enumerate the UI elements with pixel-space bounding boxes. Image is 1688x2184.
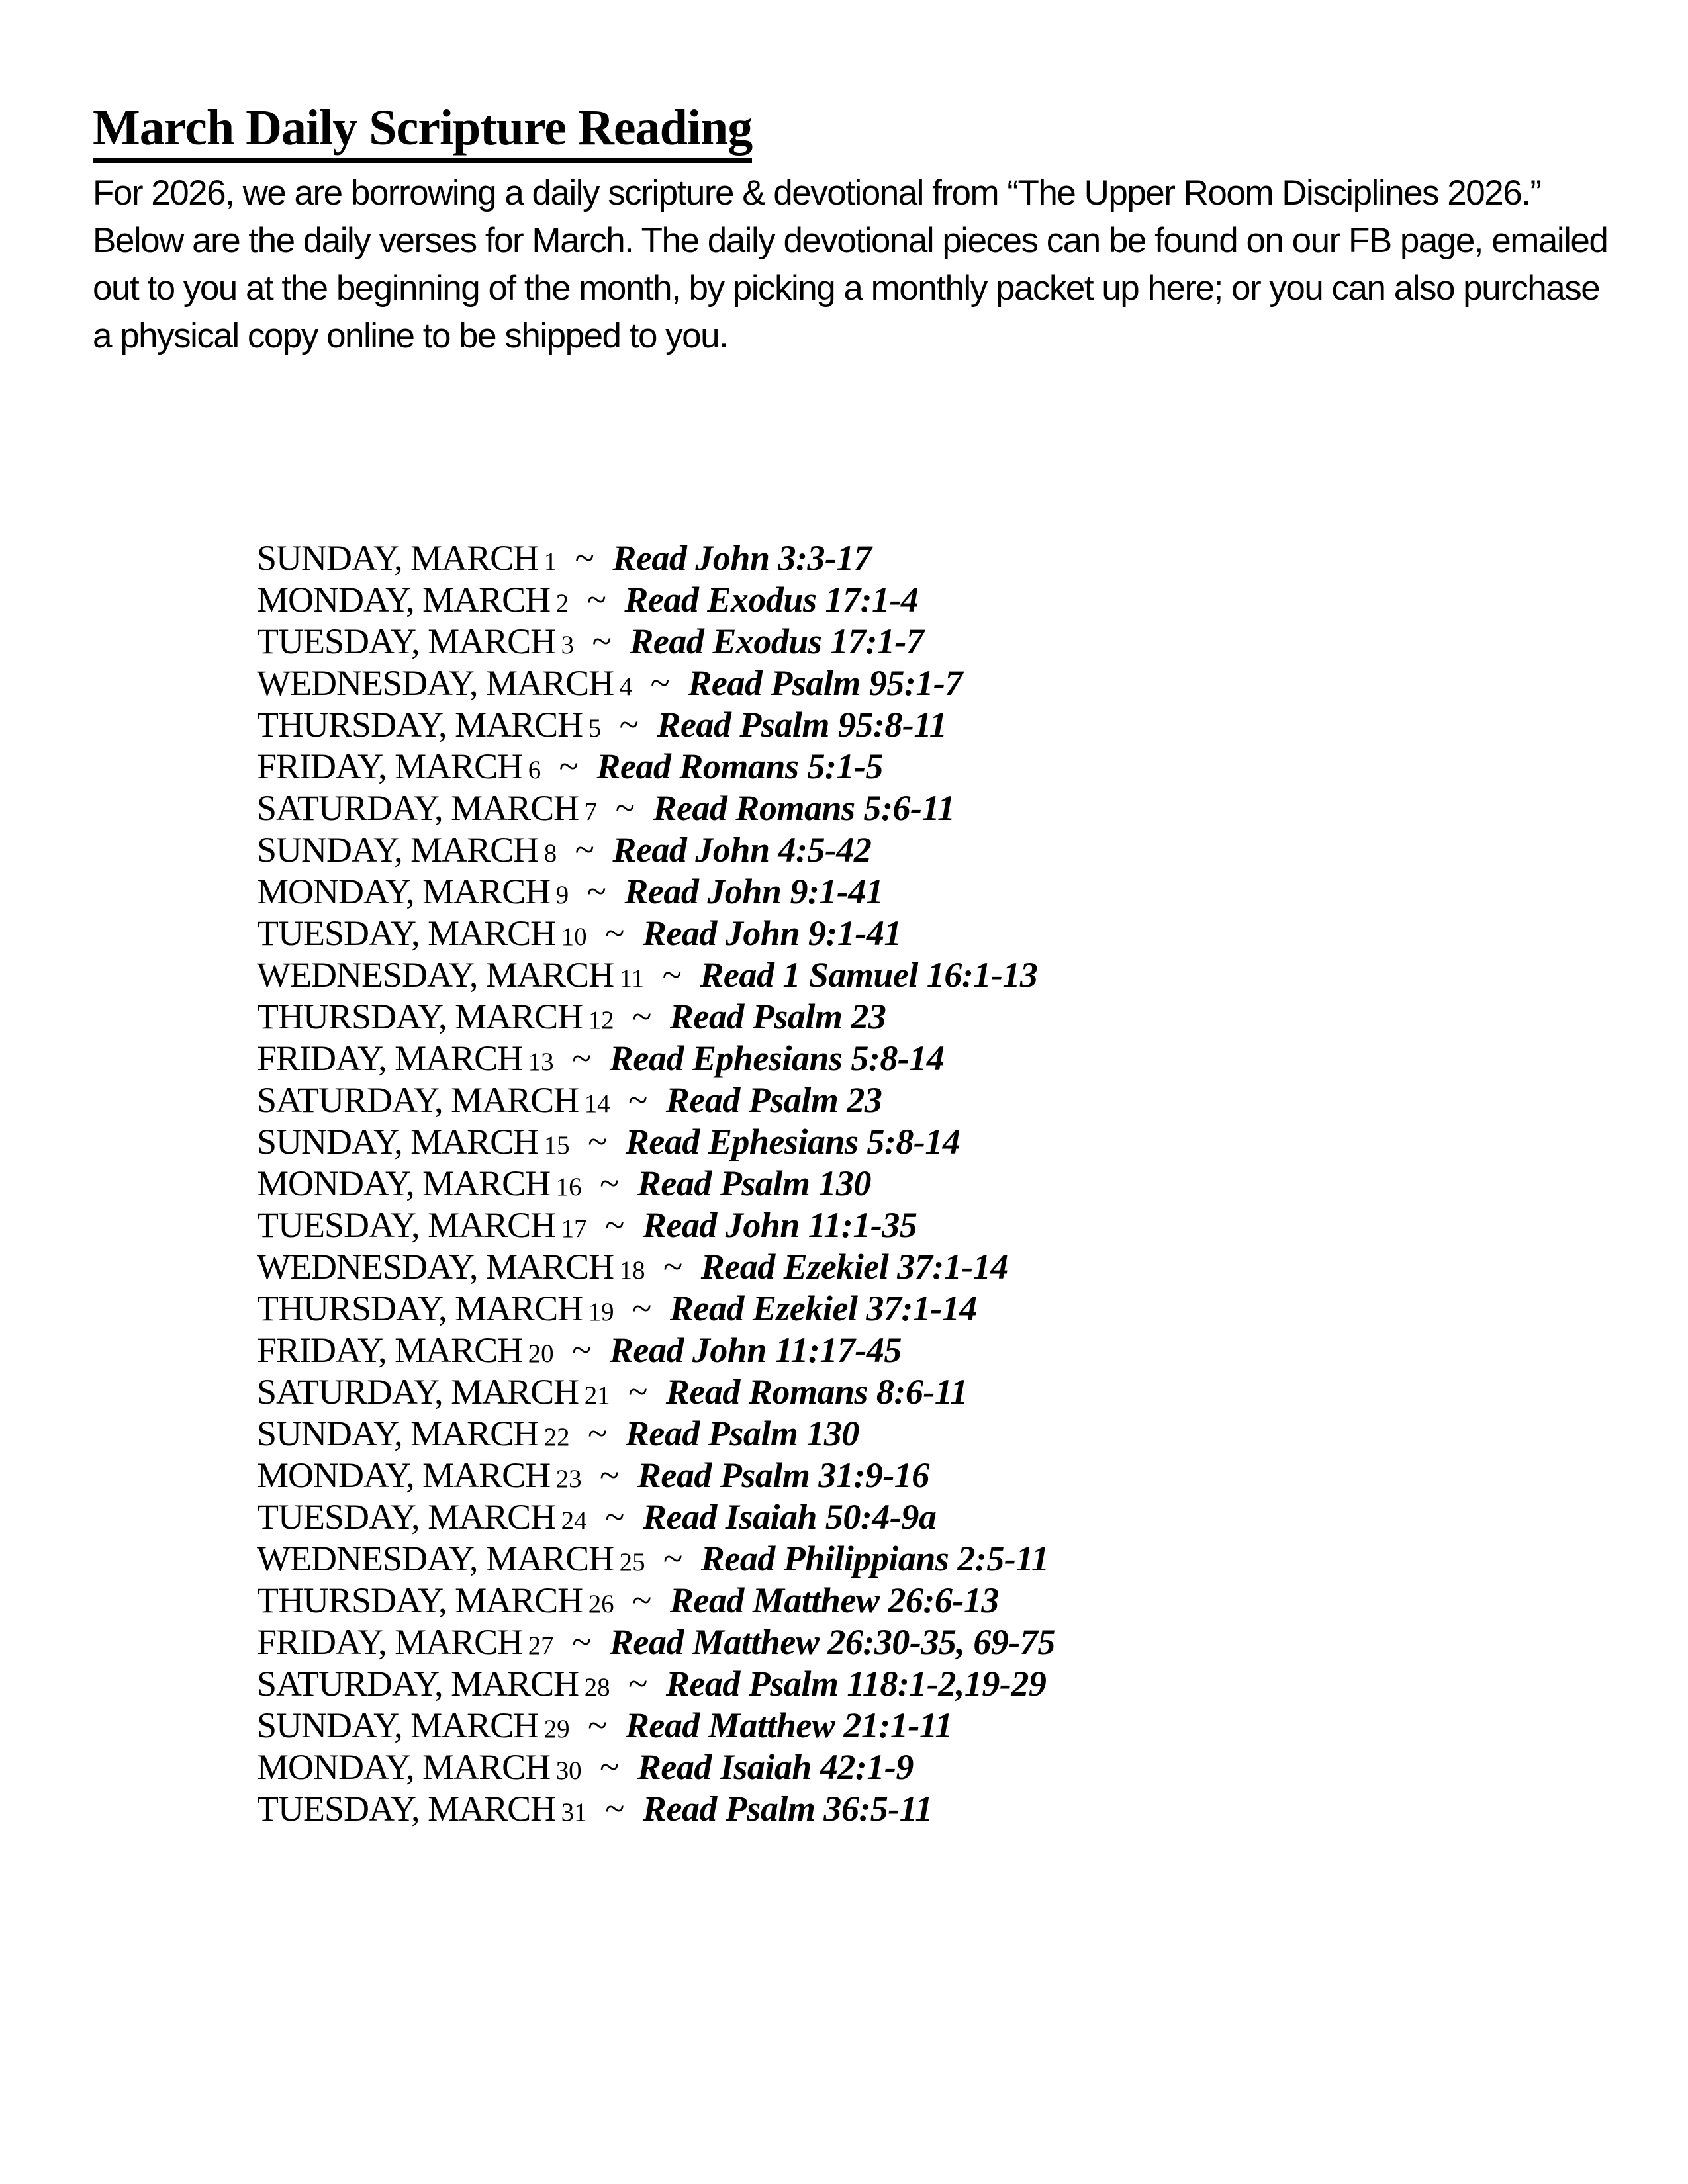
reading-day — [257, 1038, 554, 1078]
reading-day-number: 21 — [584, 1381, 610, 1410]
reading-list-item — [257, 954, 1055, 996]
reading-reference: Read Psalm 118:1-2,19-29 — [665, 1664, 1047, 1704]
reading-day — [257, 1747, 582, 1787]
reading-day-label: SUNDAY, MARCH — [257, 538, 539, 578]
reading-list-item — [257, 1038, 1055, 1079]
reading-day — [257, 997, 614, 1036]
reading-day — [257, 788, 597, 828]
reading-day-label: THURSDAY, MARCH — [257, 705, 583, 745]
tilde-separator: ~ — [628, 1372, 648, 1412]
reading-day-label: MONDAY, MARCH — [257, 1455, 551, 1495]
tilde-separator: ~ — [588, 1414, 608, 1453]
reading-day — [257, 1706, 570, 1745]
reading-day-number: 31 — [561, 1798, 587, 1827]
tilde-separator: ~ — [605, 1497, 625, 1537]
reading-reference: Read John 4:5-42 — [612, 830, 872, 870]
reading-day-label: TUESDAY, MARCH — [257, 913, 556, 953]
tilde-separator: ~ — [650, 663, 670, 703]
reading-day-number: 27 — [528, 1631, 554, 1660]
reading-list — [257, 537, 1055, 1830]
reading-day-number: 22 — [543, 1423, 570, 1451]
reading-day-number: 6 — [528, 756, 541, 784]
reading-day-number: 29 — [543, 1715, 570, 1743]
reading-day-number: 30 — [555, 1756, 582, 1785]
reading-list-item — [257, 1580, 1055, 1621]
tilde-separator: ~ — [586, 872, 606, 911]
reading-reference: Read John 9:1-41 — [642, 913, 902, 953]
reading-day-label: THURSDAY, MARCH — [257, 997, 583, 1036]
reading-day — [257, 1414, 570, 1453]
reading-reference: Read Ezekiel 37:1-14 — [700, 1247, 1008, 1287]
reading-day-label: SATURDAY, MARCH — [257, 1372, 579, 1412]
reading-reference: Read Exodus 17:1-7 — [630, 621, 924, 661]
reading-day-label: WEDNESDAY, MARCH — [257, 955, 614, 995]
reading-list-item — [257, 1788, 1055, 1830]
reading-list-item — [257, 1121, 1055, 1163]
tilde-separator: ~ — [615, 788, 635, 828]
tilde-separator: ~ — [663, 1247, 683, 1287]
tilde-separator: ~ — [600, 1747, 620, 1787]
reading-day — [257, 1664, 610, 1704]
reading-reference: Read Romans 8:6-11 — [665, 1372, 968, 1412]
reading-list-item — [257, 662, 1055, 704]
reading-day-number: 24 — [561, 1506, 587, 1535]
reading-day — [257, 1163, 582, 1203]
reading-day — [257, 1497, 587, 1537]
tilde-separator: ~ — [575, 538, 594, 578]
reading-day — [257, 580, 569, 619]
tilde-separator: ~ — [600, 1455, 620, 1495]
reading-day — [257, 955, 644, 995]
tilde-separator: ~ — [572, 1622, 592, 1662]
reading-day — [257, 913, 587, 953]
reading-day-number: 12 — [588, 1006, 614, 1034]
reading-day-label: SUNDAY, MARCH — [257, 1706, 539, 1745]
reading-reference: Read John 3:3-17 — [612, 538, 872, 578]
reading-reference: Read John 9:1-41 — [624, 872, 884, 911]
reading-reference: Read Ephesians 5:8-14 — [609, 1038, 945, 1078]
reading-day — [257, 538, 557, 578]
reading-day-number: 18 — [619, 1256, 645, 1285]
reading-reference: Read 1 Samuel 16:1-13 — [700, 955, 1038, 995]
reading-list-item — [257, 1538, 1055, 1580]
reading-day — [257, 1247, 645, 1287]
reading-day — [257, 1539, 645, 1578]
tilde-separator: ~ — [632, 997, 652, 1036]
reading-day-number: 13 — [528, 1048, 554, 1076]
reading-reference: Read Psalm 130 — [637, 1163, 871, 1203]
reading-day-label: FRIDAY, MARCH — [257, 1038, 523, 1078]
tilde-separator: ~ — [628, 1080, 648, 1120]
reading-day-label: TUESDAY, MARCH — [257, 621, 556, 661]
reading-day-label: SATURDAY, MARCH — [257, 1080, 579, 1120]
reading-list-item — [257, 746, 1055, 788]
reading-reference: Read Romans 5:1-5 — [596, 747, 883, 786]
reading-day-number: 3 — [561, 631, 575, 659]
tilde-separator: ~ — [588, 1706, 608, 1745]
reading-day — [257, 621, 574, 661]
reading-day — [257, 830, 557, 870]
tilde-separator: ~ — [559, 747, 579, 786]
reading-reference: Read Matthew 21:1-11 — [625, 1706, 953, 1745]
reading-reference: Read Isaiah 42:1-9 — [637, 1747, 914, 1787]
reading-reference: Read Psalm 95:8-11 — [657, 705, 947, 745]
reading-list-item — [257, 1288, 1055, 1330]
reading-day-label: FRIDAY, MARCH — [257, 747, 523, 786]
reading-day — [257, 1330, 554, 1370]
reading-reference: Read Ezekiel 37:1-14 — [669, 1289, 977, 1328]
tilde-separator: ~ — [632, 1289, 652, 1328]
reading-list-item — [257, 871, 1055, 913]
reading-day — [257, 1205, 587, 1245]
intro-paragraph: For 2026, we are borrowing a daily scripture & devotional from “The Upper Room Disciplines 2026.” Below are the daily verses for March. The daily devotional pieces can be found on our FB page, emailed out to you at the beginning of the month, by picking a monthly packet up here; or you can also purchase a physical copy online to be shipped to you. — [93, 173, 1608, 355]
tilde-separator: ~ — [619, 705, 639, 745]
reading-day-number: 16 — [555, 1173, 582, 1201]
reading-reference: Read Philippians 2:5-11 — [700, 1539, 1049, 1578]
reading-day — [257, 1622, 554, 1662]
reading-day-label: SATURDAY, MARCH — [257, 1664, 579, 1704]
reading-reference: Read Psalm 95:1-7 — [688, 663, 962, 703]
reading-reference: Read Matthew 26:30-35, 69-75 — [609, 1622, 1055, 1662]
reading-day-label: MONDAY, MARCH — [257, 1747, 551, 1787]
reading-day — [257, 872, 569, 911]
reading-list-item — [257, 1163, 1055, 1205]
reading-list-item — [257, 1413, 1055, 1455]
reading-day-label: MONDAY, MARCH — [257, 872, 551, 911]
reading-day — [257, 1122, 570, 1161]
reading-day — [257, 1789, 587, 1829]
reading-list-item — [257, 1747, 1055, 1788]
reading-day-number: 14 — [584, 1089, 610, 1118]
reading-list-item — [257, 1330, 1055, 1371]
reading-day — [257, 663, 632, 703]
tilde-separator: ~ — [605, 1789, 625, 1829]
reading-list-item — [257, 1455, 1055, 1496]
reading-day-number: 7 — [584, 797, 598, 826]
reading-day-number: 17 — [561, 1214, 587, 1243]
reading-list-item — [257, 1205, 1055, 1246]
tilde-separator: ~ — [628, 1664, 648, 1704]
reading-day-label: TUESDAY, MARCH — [257, 1497, 556, 1537]
tilde-separator: ~ — [588, 1122, 608, 1161]
reading-day-label: FRIDAY, MARCH — [257, 1330, 523, 1370]
reading-reference: Read Romans 5:6-11 — [653, 788, 955, 828]
reading-reference: Read Isaiah 50:4-9a — [642, 1497, 937, 1537]
reading-day-number: 5 — [588, 714, 602, 743]
reading-list-item — [257, 996, 1055, 1038]
reading-list-item — [257, 537, 1055, 579]
tilde-separator: ~ — [572, 1038, 592, 1078]
tilde-separator: ~ — [632, 1580, 652, 1620]
reading-day-label: TUESDAY, MARCH — [257, 1789, 556, 1829]
page-title: March Daily Scripture Reading — [93, 101, 752, 163]
reading-day-number: 8 — [543, 839, 557, 868]
reading-day-number: 23 — [555, 1465, 582, 1493]
reading-list-item — [257, 788, 1055, 829]
reading-list-item — [257, 1079, 1055, 1121]
reading-day — [257, 1080, 610, 1120]
reading-day-number: 19 — [588, 1298, 614, 1326]
reading-day — [257, 1455, 582, 1495]
tilde-separator: ~ — [572, 1330, 592, 1370]
reading-day-number: 10 — [561, 923, 587, 951]
reading-reference: Read Psalm 130 — [625, 1414, 859, 1453]
reading-reference: Read John 11:1-35 — [642, 1205, 917, 1245]
reading-list-item — [257, 704, 1055, 746]
reading-day-number: 4 — [619, 672, 633, 701]
reading-day — [257, 705, 601, 745]
tilde-separator: ~ — [605, 913, 625, 953]
reading-reference: Read Psalm 23 — [665, 1080, 882, 1120]
reading-day-number: 28 — [584, 1673, 610, 1702]
tilde-separator: ~ — [663, 1539, 683, 1578]
reading-reference: Read John 11:17-45 — [609, 1330, 902, 1370]
reading-day-number: 1 — [543, 547, 557, 576]
reading-list-item — [257, 913, 1055, 954]
reading-day-label: SUNDAY, MARCH — [257, 1122, 539, 1161]
reading-day-label: SUNDAY, MARCH — [257, 830, 539, 870]
reading-list-item — [257, 829, 1055, 871]
reading-list-item — [257, 1621, 1055, 1663]
reading-day-label: MONDAY, MARCH — [257, 580, 551, 619]
reading-reference: Read Psalm 36:5-11 — [642, 1789, 933, 1829]
reading-list-item — [257, 1246, 1055, 1288]
reading-day-number: 2 — [555, 589, 569, 617]
reading-day-label: WEDNESDAY, MARCH — [257, 1247, 614, 1287]
reading-list-item — [257, 1371, 1055, 1413]
reading-reference: Read Ephesians 5:8-14 — [625, 1122, 961, 1161]
reading-list-item — [257, 579, 1055, 621]
reading-reference: Read Psalm 31:9-16 — [637, 1455, 929, 1495]
reading-day — [257, 1580, 614, 1620]
reading-day-number: 15 — [543, 1131, 570, 1160]
reading-day-label: THURSDAY, MARCH — [257, 1289, 583, 1328]
tilde-separator: ~ — [600, 1163, 620, 1203]
reading-day-label: TUESDAY, MARCH — [257, 1205, 556, 1245]
reading-day — [257, 1372, 610, 1412]
reading-list-item — [257, 1663, 1055, 1705]
reading-day-number: 25 — [619, 1548, 645, 1576]
reading-list-item — [257, 1705, 1055, 1747]
tilde-separator: ~ — [592, 621, 612, 661]
tilde-separator: ~ — [586, 580, 606, 619]
reading-list-item — [257, 621, 1055, 662]
reading-day-number: 9 — [555, 881, 569, 909]
reading-day-label: WEDNESDAY, MARCH — [257, 663, 614, 703]
reading-reference: Read Matthew 26:6-13 — [669, 1580, 999, 1620]
tilde-separator: ~ — [605, 1205, 625, 1245]
reading-day-label: SATURDAY, MARCH — [257, 788, 579, 828]
reading-day-number: 11 — [619, 964, 645, 993]
reading-reference: Read Psalm 23 — [669, 997, 886, 1036]
tilde-separator: ~ — [575, 830, 594, 870]
reading-reference: Read Exodus 17:1-4 — [624, 580, 919, 619]
reading-day-label: MONDAY, MARCH — [257, 1163, 551, 1203]
reading-day-label: WEDNESDAY, MARCH — [257, 1539, 614, 1578]
reading-day-number: 20 — [528, 1340, 554, 1368]
tilde-separator: ~ — [662, 955, 682, 995]
reading-day — [257, 747, 541, 786]
reading-day — [257, 1289, 614, 1328]
reading-day-label: SUNDAY, MARCH — [257, 1414, 539, 1453]
reading-list-item — [257, 1496, 1055, 1538]
reading-day-label: FRIDAY, MARCH — [257, 1622, 523, 1662]
reading-day-label: THURSDAY, MARCH — [257, 1580, 583, 1620]
reading-day-number: 26 — [588, 1590, 614, 1618]
